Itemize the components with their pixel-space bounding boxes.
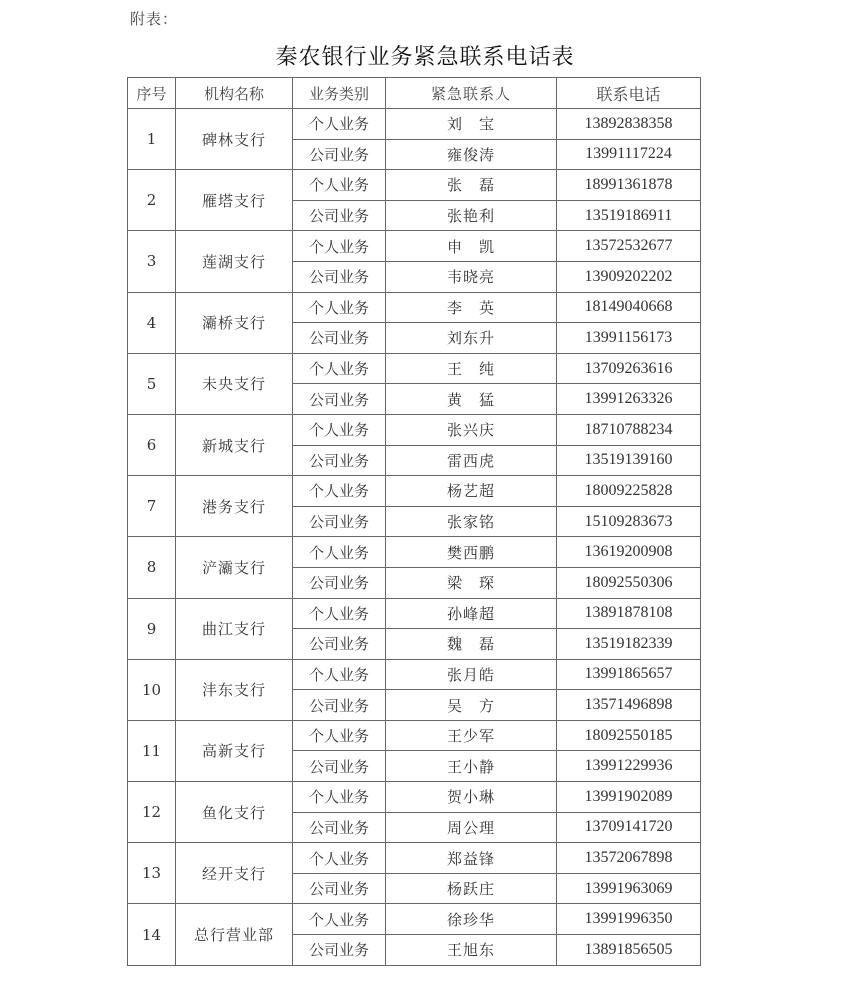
business-type-cell: 个人业务 (293, 659, 386, 690)
phone-cell: 13991263326 (557, 384, 701, 415)
contact-cell: 郑益锋 (386, 843, 557, 874)
seq-cell: 10 (128, 659, 176, 720)
header-org: 机构名称 (176, 78, 293, 109)
table-row (128, 476, 701, 507)
seq-cell: 5 (128, 353, 176, 414)
business-type-cell: 公司业务 (293, 935, 386, 966)
business-type-cell: 公司业务 (293, 261, 386, 292)
contact-cell: 周公理 (386, 812, 557, 843)
business-type-cell: 个人业务 (293, 231, 386, 262)
business-type-cell: 个人业务 (293, 720, 386, 751)
business-type-cell: 个人业务 (293, 843, 386, 874)
contact-cell: 申 凯 (386, 231, 557, 262)
phone-cell: 13991902089 (557, 782, 701, 813)
business-type-cell: 个人业务 (293, 353, 386, 384)
phone-cell: 18710788234 (557, 414, 701, 445)
phone-cell: 13572067898 (557, 843, 701, 874)
contact-cell: 杨跃庄 (386, 873, 557, 904)
contact-cell: 张月皓 (386, 659, 557, 690)
phone-cell: 13909202202 (557, 261, 701, 292)
contact-cell: 雷西虎 (386, 445, 557, 476)
contact-cell: 张艳利 (386, 200, 557, 231)
seq-cell: 9 (128, 598, 176, 659)
business-type-cell: 个人业务 (293, 414, 386, 445)
org-name-cell: 雁塔支行 (176, 170, 293, 231)
org-name-cell: 鱼化支行 (176, 782, 293, 843)
phone-cell: 13891856505 (557, 935, 701, 966)
business-type-cell: 公司业务 (293, 812, 386, 843)
contact-cell: 王 纯 (386, 353, 557, 384)
business-type-cell: 公司业务 (293, 690, 386, 721)
seq-cell: 2 (128, 170, 176, 231)
org-name-cell: 曲江支行 (176, 598, 293, 659)
contact-cell: 雍俊涛 (386, 139, 557, 170)
phone-cell: 13991229936 (557, 751, 701, 782)
seq-cell: 4 (128, 292, 176, 353)
table-row (128, 782, 701, 813)
table-row (128, 109, 701, 140)
contact-cell: 梁 琛 (386, 567, 557, 598)
contact-cell: 刘东升 (386, 323, 557, 354)
business-type-cell: 公司业务 (293, 200, 386, 231)
phone-cell: 18009225828 (557, 476, 701, 507)
business-type-cell: 公司业务 (293, 323, 386, 354)
phone-cell: 13991117224 (557, 139, 701, 170)
business-type-cell: 公司业务 (293, 139, 386, 170)
phone-cell: 13891878108 (557, 598, 701, 629)
business-type-cell: 公司业务 (293, 629, 386, 660)
header-seq: 序号 (128, 78, 176, 109)
phone-cell: 13991865657 (557, 659, 701, 690)
table-header-row (128, 78, 701, 109)
org-name-cell: 沣东支行 (176, 659, 293, 720)
business-type-cell: 个人业务 (293, 292, 386, 323)
seq-cell: 1 (128, 109, 176, 170)
table-row (128, 598, 701, 629)
business-type-cell: 公司业务 (293, 751, 386, 782)
org-name-cell: 浐灞支行 (176, 537, 293, 598)
contact-cell: 吴 方 (386, 690, 557, 721)
contact-table (127, 77, 701, 966)
contact-cell: 孙峰超 (386, 598, 557, 629)
phone-cell: 13991156173 (557, 323, 701, 354)
table-body (128, 109, 701, 966)
org-name-cell: 经开支行 (176, 843, 293, 904)
org-name-cell: 总行营业部 (176, 904, 293, 965)
contact-cell: 魏 磊 (386, 629, 557, 660)
business-type-cell: 公司业务 (293, 506, 386, 537)
contact-cell: 张兴庆 (386, 414, 557, 445)
contact-cell: 王小静 (386, 751, 557, 782)
phone-cell: 13991963069 (557, 873, 701, 904)
seq-cell: 14 (128, 904, 176, 965)
header-contact: 紧急联系人 (386, 78, 557, 109)
phone-cell: 18149040668 (557, 292, 701, 323)
seq-cell: 7 (128, 476, 176, 537)
annex-label: 附表： (130, 10, 179, 28)
contact-cell: 王旭东 (386, 935, 557, 966)
table-row (128, 659, 701, 690)
phone-cell: 13892838358 (557, 109, 701, 140)
business-type-cell: 个人业务 (293, 598, 386, 629)
contact-cell: 李 英 (386, 292, 557, 323)
business-type-cell: 公司业务 (293, 567, 386, 598)
org-name-cell: 碑林支行 (176, 109, 293, 170)
business-type-cell: 公司业务 (293, 384, 386, 415)
contact-cell: 王少军 (386, 720, 557, 751)
contact-cell: 张家铭 (386, 506, 557, 537)
contact-cell: 黄 猛 (386, 384, 557, 415)
table-row (128, 170, 701, 201)
phone-cell: 13519139160 (557, 445, 701, 476)
contact-cell: 张 磊 (386, 170, 557, 201)
phone-cell: 15109283673 (557, 506, 701, 537)
seq-cell: 11 (128, 720, 176, 781)
phone-cell: 13519186911 (557, 200, 701, 231)
contact-cell: 贺小琳 (386, 782, 557, 813)
seq-cell: 12 (128, 782, 176, 843)
phone-cell: 18092550306 (557, 567, 701, 598)
business-type-cell: 公司业务 (293, 873, 386, 904)
table-row (128, 904, 701, 935)
contact-cell: 杨艺超 (386, 476, 557, 507)
business-type-cell: 个人业务 (293, 109, 386, 140)
org-name-cell: 新城支行 (176, 414, 293, 475)
phone-cell: 18092550185 (557, 720, 701, 751)
business-type-cell: 个人业务 (293, 170, 386, 201)
org-name-cell: 未央支行 (176, 353, 293, 414)
business-type-cell: 个人业务 (293, 904, 386, 935)
org-name-cell: 灞桥支行 (176, 292, 293, 353)
business-type-cell: 个人业务 (293, 537, 386, 568)
business-type-cell: 个人业务 (293, 476, 386, 507)
contact-cell: 徐珍华 (386, 904, 557, 935)
org-name-cell: 莲湖支行 (176, 231, 293, 292)
seq-cell: 3 (128, 231, 176, 292)
table-row (128, 414, 701, 445)
table-row (128, 843, 701, 874)
contact-cell: 韦晓亮 (386, 261, 557, 292)
org-name-cell: 高新支行 (176, 720, 293, 781)
contact-cell: 樊西鹏 (386, 537, 557, 568)
phone-cell: 13572532677 (557, 231, 701, 262)
phone-cell: 13709263616 (557, 353, 701, 384)
seq-cell: 13 (128, 843, 176, 904)
phone-cell: 13709141720 (557, 812, 701, 843)
business-type-cell: 公司业务 (293, 445, 386, 476)
table-row (128, 537, 701, 568)
page-title: 秦农银行业务紧急联系电话表 (275, 45, 575, 70)
table-row (128, 292, 701, 323)
seq-cell: 8 (128, 537, 176, 598)
phone-cell: 13619200908 (557, 537, 701, 568)
seq-cell: 6 (128, 414, 176, 475)
table-row (128, 231, 701, 262)
contact-cell: 刘 宝 (386, 109, 557, 140)
org-name-cell: 港务支行 (176, 476, 293, 537)
phone-cell: 18991361878 (557, 170, 701, 201)
table-row (128, 720, 701, 751)
header-business-type: 业务类别 (293, 78, 386, 109)
business-type-cell: 个人业务 (293, 782, 386, 813)
table-row (128, 353, 701, 384)
header-phone: 联系电话 (557, 78, 701, 109)
phone-cell: 13571496898 (557, 690, 701, 721)
phone-cell: 13991996350 (557, 904, 701, 935)
phone-cell: 13519182339 (557, 629, 701, 660)
